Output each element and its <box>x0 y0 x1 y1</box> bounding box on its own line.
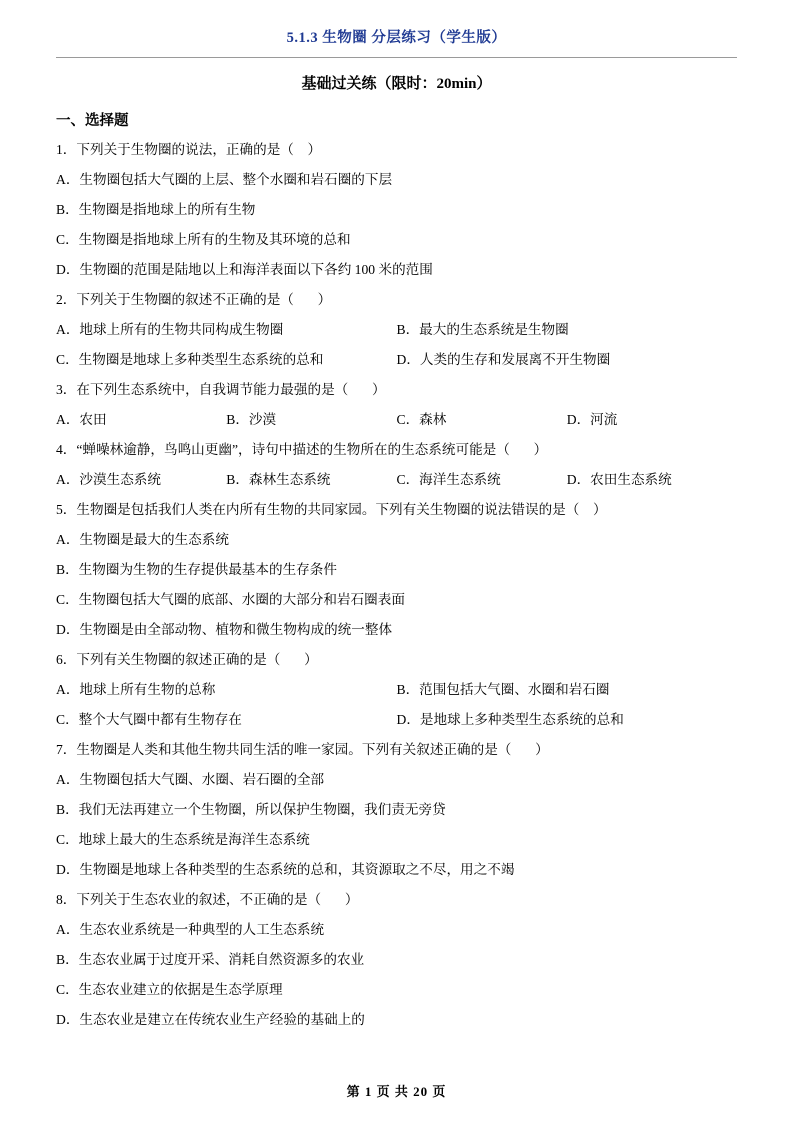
section-title: 基础过关练（限时：20min） <box>301 76 492 92</box>
question-option-row <box>56 322 737 339</box>
question-option: B．森林生态系统 <box>226 471 331 487</box>
question-option: D．农田生态系统 <box>566 471 672 487</box>
question-option: C．森林 <box>396 411 447 427</box>
question-option: C．海洋生态系统 <box>396 471 501 487</box>
question-option-row <box>56 412 737 429</box>
question-option: C．生物圈是指地球上所有的生物及其环境的总和 <box>56 231 351 247</box>
question-option: D．河流 <box>566 411 618 427</box>
question-option: D．生物圈是由全部动物、植物和微生物构成的统一整体 <box>56 621 393 637</box>
question-option: C．地球上最大的生态系统是海洋生态系统 <box>56 831 310 847</box>
question-stem: 5．生物圈是包括我们人类在内所有生物的共同家园。下列有关生物圈的说法错误的是（ ） <box>56 501 607 517</box>
question-option: B．最大的生态系统是生物圈 <box>396 321 569 337</box>
question-option: A．农田 <box>56 411 107 427</box>
question-stem: 7．生物圈是人类和其他生物共同生活的唯一家园。下列有关叙述正确的是（ ） <box>56 741 549 757</box>
question-option: A．地球上所有生物的总称 <box>56 681 216 697</box>
question-option: D．生态农业是建立在传统农业生产经验的基础上的 <box>56 1011 365 1027</box>
question-option: C．生态农业建立的依据是生态学原理 <box>56 981 283 997</box>
question-option: A．生态农业系统是一种典型的人工生态系统 <box>56 921 325 937</box>
section-subtitle: 一、选择题 <box>56 113 129 129</box>
question-option: A．沙漠生态系统 <box>56 471 161 487</box>
question-option: A．地球上所有的生物共同构成生物圈 <box>56 321 284 337</box>
question-stem: 1．下列关于生物圈的说法，正确的是（ ） <box>56 142 322 157</box>
question-stem: 6．下列有关生物圈的叙述正确的是（ ） <box>56 651 318 667</box>
question-option: D．人类的生存和发展离不开生物圈 <box>396 351 611 367</box>
question-option: D．是地球上多种类型生态系统的总和 <box>396 711 624 727</box>
question-option: B．生物圈是指地球上的所有生物 <box>56 201 256 217</box>
question-option: C．生物圈包括大气圈的底部、水圈的大部分和岩石圈表面 <box>56 591 405 607</box>
question-option: A．生物圈是最大的生态系统 <box>56 531 229 547</box>
header-divider <box>56 57 737 58</box>
question-option-row <box>56 712 737 729</box>
question-option: B．沙漠 <box>226 411 277 427</box>
question-option: C．生物圈是地球上多种类型生态系统的总和 <box>56 351 324 367</box>
document-title: 5.1.3 生物圈 分层练习（学生版） <box>286 30 507 46</box>
question-option-row <box>56 682 737 699</box>
question-stem: 3．在下列生态系统中，自我调节能力最强的是（ ） <box>56 381 386 397</box>
question-option: D．生物圈是地球上各种类型的生态系统的总和，其资源取之不尽，用之不竭 <box>56 861 515 877</box>
question-option: B．生物圈为生物的生存提供最基本的生存条件 <box>56 561 337 577</box>
question-option: A．生物圈包括大气圈、水圈、岩石圈的全部 <box>56 771 325 787</box>
question-option: B．生态农业属于过度开采、消耗自然资源多的农业 <box>56 951 365 967</box>
question-option: B．我们无法再建立一个生物圈，所以保护生物圈，我们责无旁贷 <box>56 801 446 817</box>
question-stem: 4．“蝉噪林逾静，鸟鸣山更幽”，诗句中描述的生物所在的生态系统可能是（ ） <box>56 441 548 457</box>
question-option: C．整个大气圈中都有生物存在 <box>56 711 242 727</box>
question-stem: 2．下列关于生物圈的叙述不正确的是（ ） <box>56 291 332 307</box>
question-option: D．生物圈的范围是陆地以上和海洋表面以下各约 100 米的范围 <box>56 261 433 277</box>
question-stem: 8．下列关于生态农业的叙述，不正确的是（ ） <box>56 891 359 907</box>
page-footer: 第 1 页 共 20 页 <box>346 1084 447 1099</box>
question-option: B．范围包括大气圈、水圈和岩石圈 <box>396 681 610 697</box>
question-option-row <box>56 472 737 489</box>
question-option-row <box>56 352 737 369</box>
question-option: A．生物圈包括大气圈的上层、整个水圈和岩石圈的下层 <box>56 171 393 187</box>
